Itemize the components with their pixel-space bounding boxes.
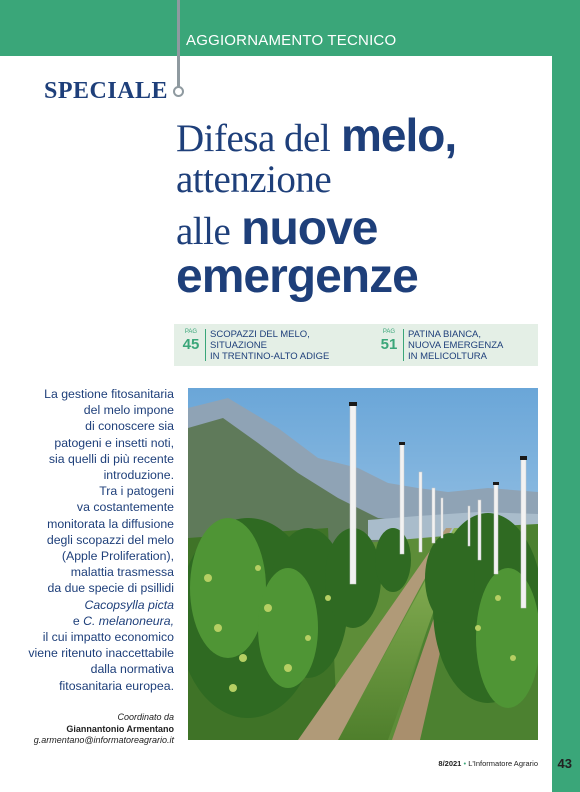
intro-line: il cui impatto economico	[42, 630, 174, 645]
intro-line: del melo impone	[83, 403, 174, 418]
intro-line: fitosanitaria europea.	[59, 678, 174, 693]
footer-issue: 8/2021	[438, 759, 462, 768]
section-label: AGGIORNAMENTO TECNICO	[186, 32, 397, 49]
credit-email[interactable]: g.armentano@informatoreagrario.it	[33, 735, 174, 745]
reference-divider	[205, 329, 206, 361]
intro-paragraph	[20, 386, 174, 694]
reference-line: SITUAZIONE	[210, 340, 268, 351]
reference-divider	[403, 329, 404, 361]
intro-line: patogeni e insetti noti,	[54, 435, 174, 450]
title-line-1-bold: melo,	[341, 109, 457, 161]
title-line-3	[176, 202, 546, 255]
intro-line: monitorata la diffusione	[47, 516, 174, 531]
intro-line: Tra i patogeni	[99, 484, 174, 499]
green-right-band	[552, 0, 580, 792]
footer-magazine: L'Informatore Agrario	[468, 759, 538, 768]
reference-line: IN MELICOLTURA	[408, 351, 488, 362]
page-number-footer: 43	[557, 756, 572, 771]
intro-line: malattia trasmessa	[70, 565, 174, 580]
page-footer	[438, 759, 538, 768]
reference-line: IN TRENTINO-ALTO ADIGE	[210, 351, 330, 362]
article-title	[176, 109, 546, 303]
intro-species-name: C. melanoneura,	[83, 613, 174, 628]
orchard-illustration	[188, 388, 538, 740]
reference-line: SCOPAZZI DEL MELO,	[210, 329, 310, 340]
reference-line: PATINA BIANCA,	[408, 329, 482, 340]
title-line-3-light: alle	[176, 210, 231, 253]
intro-line-species-2	[20, 613, 174, 629]
credits-block	[10, 712, 174, 747]
page-references-box	[174, 324, 538, 366]
intro-line: La gestione fitosanitaria	[44, 387, 174, 401]
title-line-2: attenzione	[176, 158, 332, 201]
apple-orchard-photo	[188, 388, 538, 740]
intro-line: dalla normativa	[90, 662, 174, 677]
title-line-4: emergenze	[176, 250, 418, 303]
intro-line: di conoscere sia	[85, 419, 174, 434]
header-rule-dot	[173, 86, 184, 97]
footer-separator: •	[463, 759, 467, 768]
intro-line: sia quelli di più recente	[48, 451, 174, 466]
page-number: 45	[182, 336, 200, 353]
intro-line: (Apple Proliferation),	[61, 549, 174, 564]
credit-name: Giannantonio Armentano	[66, 723, 174, 734]
pag-label: PAG	[184, 329, 198, 335]
reference-text	[210, 329, 360, 362]
intro-line-species: Cacopsylla picta	[84, 597, 174, 612]
credit-role: Coordinato da	[117, 712, 174, 722]
intro-line: degli scopazzi del melo	[46, 532, 174, 547]
intro-conjunction: e	[72, 613, 80, 628]
intro-line: viene ritenuto inaccettabile	[28, 646, 174, 661]
title-line-3-bold: nuove	[241, 202, 378, 255]
kicker-speciale: SPECIALE	[44, 78, 169, 104]
title-line-1	[176, 109, 546, 161]
title-line-1-light: Difesa del	[176, 117, 331, 160]
intro-line: introduzione.	[103, 468, 174, 483]
intro-line: da due specie di psillidi	[47, 581, 174, 596]
reference-line: NUOVA EMERGENZA	[408, 340, 504, 351]
pag-label: PAG	[382, 329, 396, 335]
page-number: 51	[380, 336, 398, 353]
intro-line: va costantemente	[76, 500, 174, 515]
header-vertical-rule	[177, 0, 180, 88]
reference-text	[408, 329, 558, 362]
